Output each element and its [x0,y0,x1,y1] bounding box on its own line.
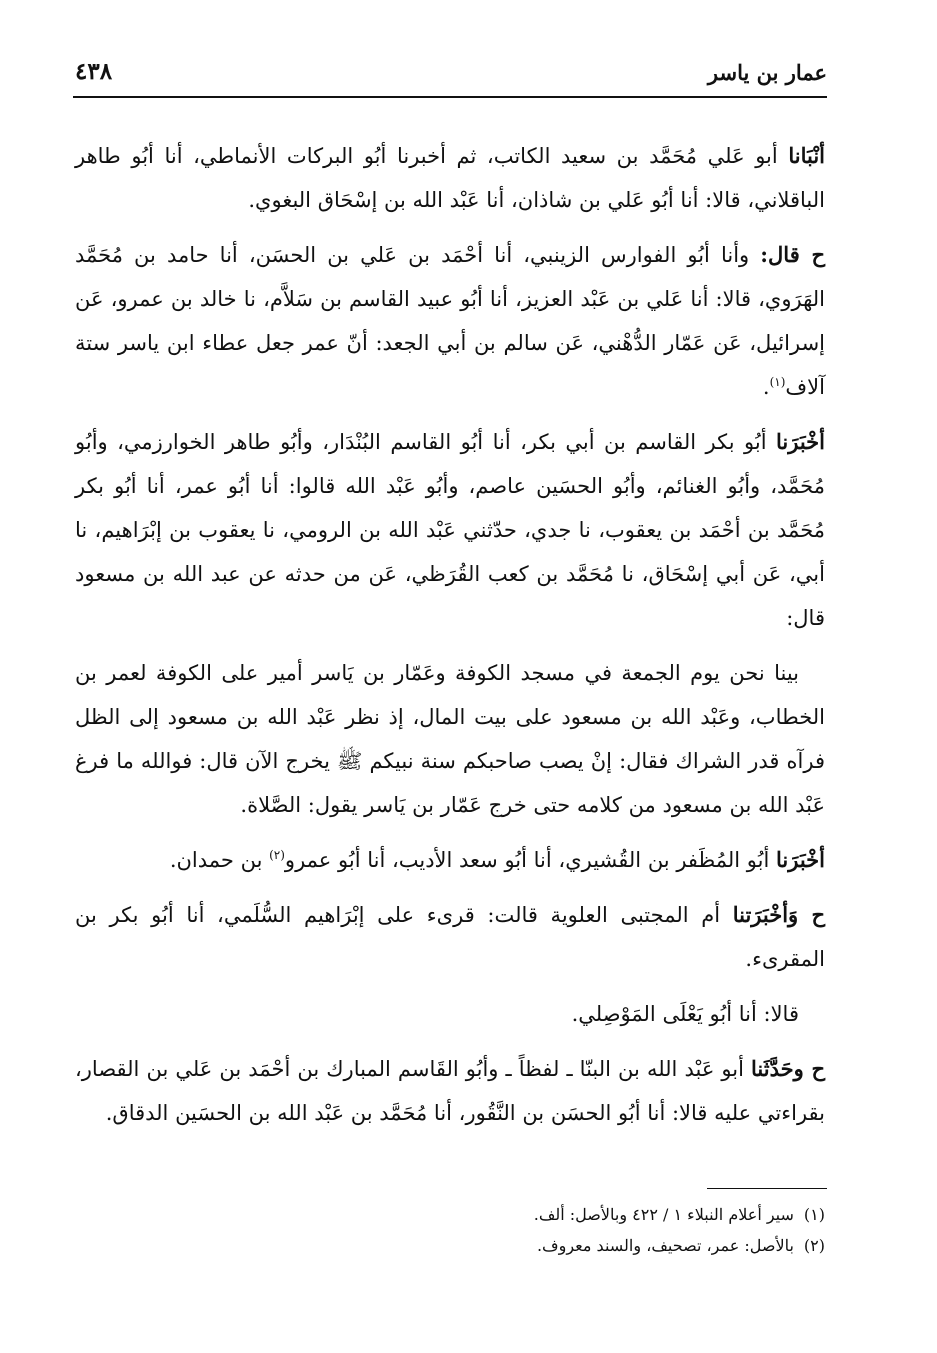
paragraph-6 [75,893,825,981]
paragraph-tail: . [762,375,770,399]
footnote-number: (١) [803,1205,825,1224]
paragraph-8 [75,1047,825,1135]
footnote-2 [75,1230,825,1261]
header-rule [73,96,827,98]
paragraph-7 [75,992,825,1036]
footnote-rule [707,1188,827,1189]
footnote-ref-2: (٢) [269,848,285,862]
page-number: ٤٣٨ [75,58,113,85]
page-body [75,134,825,1146]
paragraph-2 [75,233,825,409]
paragraph-text: أبُو بكر القاسم بن أبي بكر، أنا أبُو القاسم البُنْدَار، وأبُو طاهر الخوارزمي، وأبُو مُحَمَّد، وأبُو الغنائم، وأبُو الحسَين عاصم، وأبُو عَبْد الله قالوا: أنا أبُو عمر، أنا أبُو بكر مُحَمَّد بن أحْمَد بن يعقوب، نا جدي، حدّثني عَبْد الله بن الرومي، نا يعقوب بن إبْرَاهيم، نا أبي، عَن أبي إسْحَاق، نا مُحَمَّد بن كعب القُرَظي، عَن من حدثه عن عبد الله بن مسعود قال: [75,430,825,630]
footnote-ref-1: (١) [769,375,786,389]
chain-lead: أخْبَرَنا [776,429,825,454]
chain-lead: ح وَأخْبَرَتنا [732,902,826,927]
chain-lead: أخْبَرَنا [776,847,825,872]
paragraph-tail: بن حمدان. [169,848,270,872]
paragraph-4 [75,651,825,827]
footnote-text: سير أعلام النبلاء ١ / ٤٢٢ وبالأصل: ألف. [533,1205,794,1224]
chain-lead: ح قال: [760,242,825,267]
paragraph-5 [75,838,825,882]
footnote-number: (٢) [803,1236,825,1255]
footnote-text: بالأصل: عمر، تصحيف، والسند معروف. [536,1236,794,1255]
running-title: عمار بن ياسر [707,60,827,85]
paragraph-text: أبو عَبْد الله بن البنّا ـ لفظاً ـ وأبُو القَاسم المبارك بن أحْمَد بن عَلي بن القصار، بقراءتي عليه قالا: أنا أبُو الحسَن بن النَّقُور، أنا مُحَمَّد بن عَبْد الله بن الحسَين الدقاق. [75,1057,825,1125]
paragraph-text: وأنا أبُو الفوارس الزينبي، أنا أحْمَد بن عَلي بن الحسَن، أنا حامد بن مُحَمَّد الهَرَوي، قالا: أنا عَلي بن عَبْد العزيز، أنا أبُو عبيد القاسم بن سَلاَّم، نا خالد بن عمرو، عَن إسرائيل، عَن عَمّار الدُّهْني، عَن سالم بن أبي الجعد: أنّ عمر جعل عطاء ابن ياسر ستة آلاف [75,243,825,399]
footnote-1 [75,1199,825,1230]
paragraph-text: أبو عَلي مُحَمَّد بن سعيد الكاتب، ثم أخبرنا أبُو البركات الأنماطي، أنا أبُو طاهر الباقلاني، قالا: أنا أبُو عَلي بن شاذان، أنا عَبْد الله بن إسْحَاق البغوي. [75,144,825,212]
chain-lead: أنْبَانا [788,143,826,168]
paragraph-text: أم المجتبى العلوية قالت: قرىء على إبْرَاهيم السُّلَمي، أنا أبُو بكر بن المقرىء. [75,903,825,971]
paragraph-text: بينا نحن يوم الجمعة في مسجد الكوفة وعَمّار بن يَاسر أمير على الكوفة لعمر بن الخطاب، وعَبْد الله بن مسعود على بيت المال، إذ نظر عَبْد الله بن مسعود إلى الظل فرآه قدر الشراك فقال: إنْ يصب صاحبكم سنة نبيكم ﷺ يخرج الآن قال: فوالله ما فرغ عَبْد الله بن مسعود من كلامه حتى خرج عَمّار بن يَاسر يقول: الصَّلاة. [75,661,825,817]
paragraph-text: قالا: أنا أبُو يَعْلَى المَوْصِلي. [571,1002,799,1026]
footnotes [75,1199,825,1261]
paragraph-3 [75,420,825,640]
paragraph-1 [75,134,825,222]
page-header [75,54,827,92]
chain-lead: ح وحَدَّثَنا [751,1056,826,1081]
paragraph-text: أبُو المُظَفر بن القُشيري، أنا أبُو سعد الأديب، أنا أبُو عمرو [284,848,777,872]
